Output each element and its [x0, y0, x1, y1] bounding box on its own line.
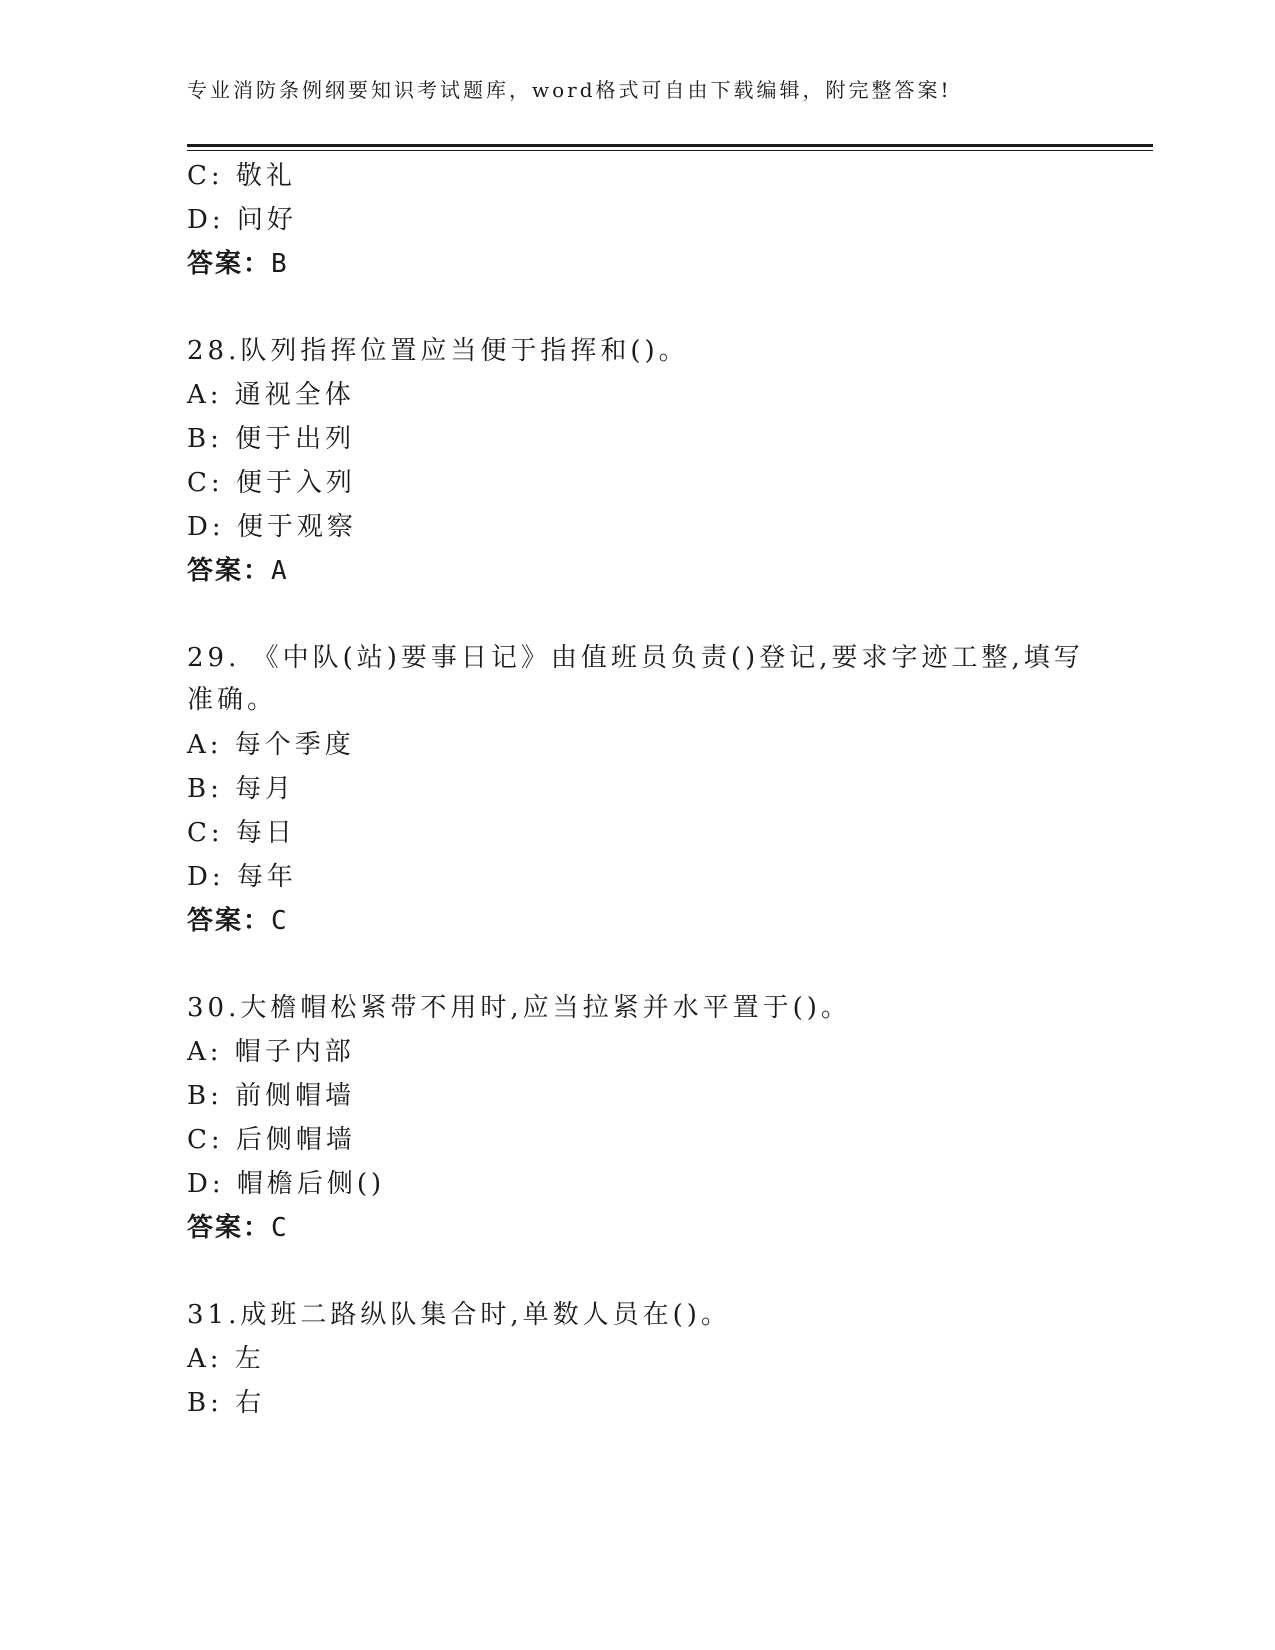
answer-label: 答案： — [187, 249, 272, 279]
answer-label: 答案： — [187, 1213, 272, 1243]
q28-option-c: C: 便于入列 — [187, 468, 356, 498]
option-c: C: 敬礼 — [187, 161, 296, 191]
q28-option-d: D: 便于观察 — [187, 512, 357, 542]
header-rule-thick — [187, 144, 1153, 147]
q29-option-c: C: 每日 — [187, 818, 296, 848]
q29-option-a: A: 每个季度 — [187, 730, 355, 760]
q29-option-d: D: 每年 — [187, 862, 297, 892]
q30-option-d: D: 帽檐后侧() — [187, 1169, 386, 1199]
answer-value: A — [271, 556, 289, 586]
answer-line — [187, 249, 289, 279]
q30-option-c: C: 后侧帽墙 — [187, 1125, 356, 1155]
answer-value: B — [271, 249, 289, 279]
question-28: 28.队列指挥位置应当便于指挥和()。 — [187, 336, 689, 366]
question-30: 30.大檐帽松紧带不用时,应当拉紧并水平置于()。 — [187, 993, 851, 1023]
question-29-line-1: 29. 《中队(站)要事日记》由值班员负责()登记,要求字迹工整,填写 — [187, 643, 1084, 673]
answer-value: C — [271, 906, 289, 936]
question-29-line-2: 准确。 — [187, 685, 278, 715]
option-d: D: 问好 — [187, 205, 297, 235]
question-31: 31.成班二路纵队集合时,单数人员在()。 — [187, 1300, 731, 1330]
q28-answer-line — [187, 556, 289, 586]
q28-option-b: B: 便于出列 — [187, 424, 356, 454]
q31-option-a: A: 左 — [187, 1344, 265, 1374]
q29-option-b: B: 每月 — [187, 774, 296, 804]
answer-label: 答案： — [187, 556, 272, 586]
q29-answer-line — [187, 906, 289, 936]
answer-value: C — [271, 1213, 289, 1243]
q30-option-b: B: 前侧帽墙 — [187, 1081, 356, 1111]
q30-answer-line — [187, 1213, 289, 1243]
page-header: 专业消防条例纲要知识考试题库，word格式可自由下载编辑，附完整答案! — [187, 78, 952, 102]
header-rule-thin — [187, 150, 1153, 151]
q31-option-b: B: 右 — [187, 1388, 266, 1418]
q30-option-a: A: 帽子内部 — [187, 1037, 355, 1067]
q28-option-a: A: 通视全体 — [187, 380, 355, 410]
answer-label: 答案： — [187, 906, 272, 936]
